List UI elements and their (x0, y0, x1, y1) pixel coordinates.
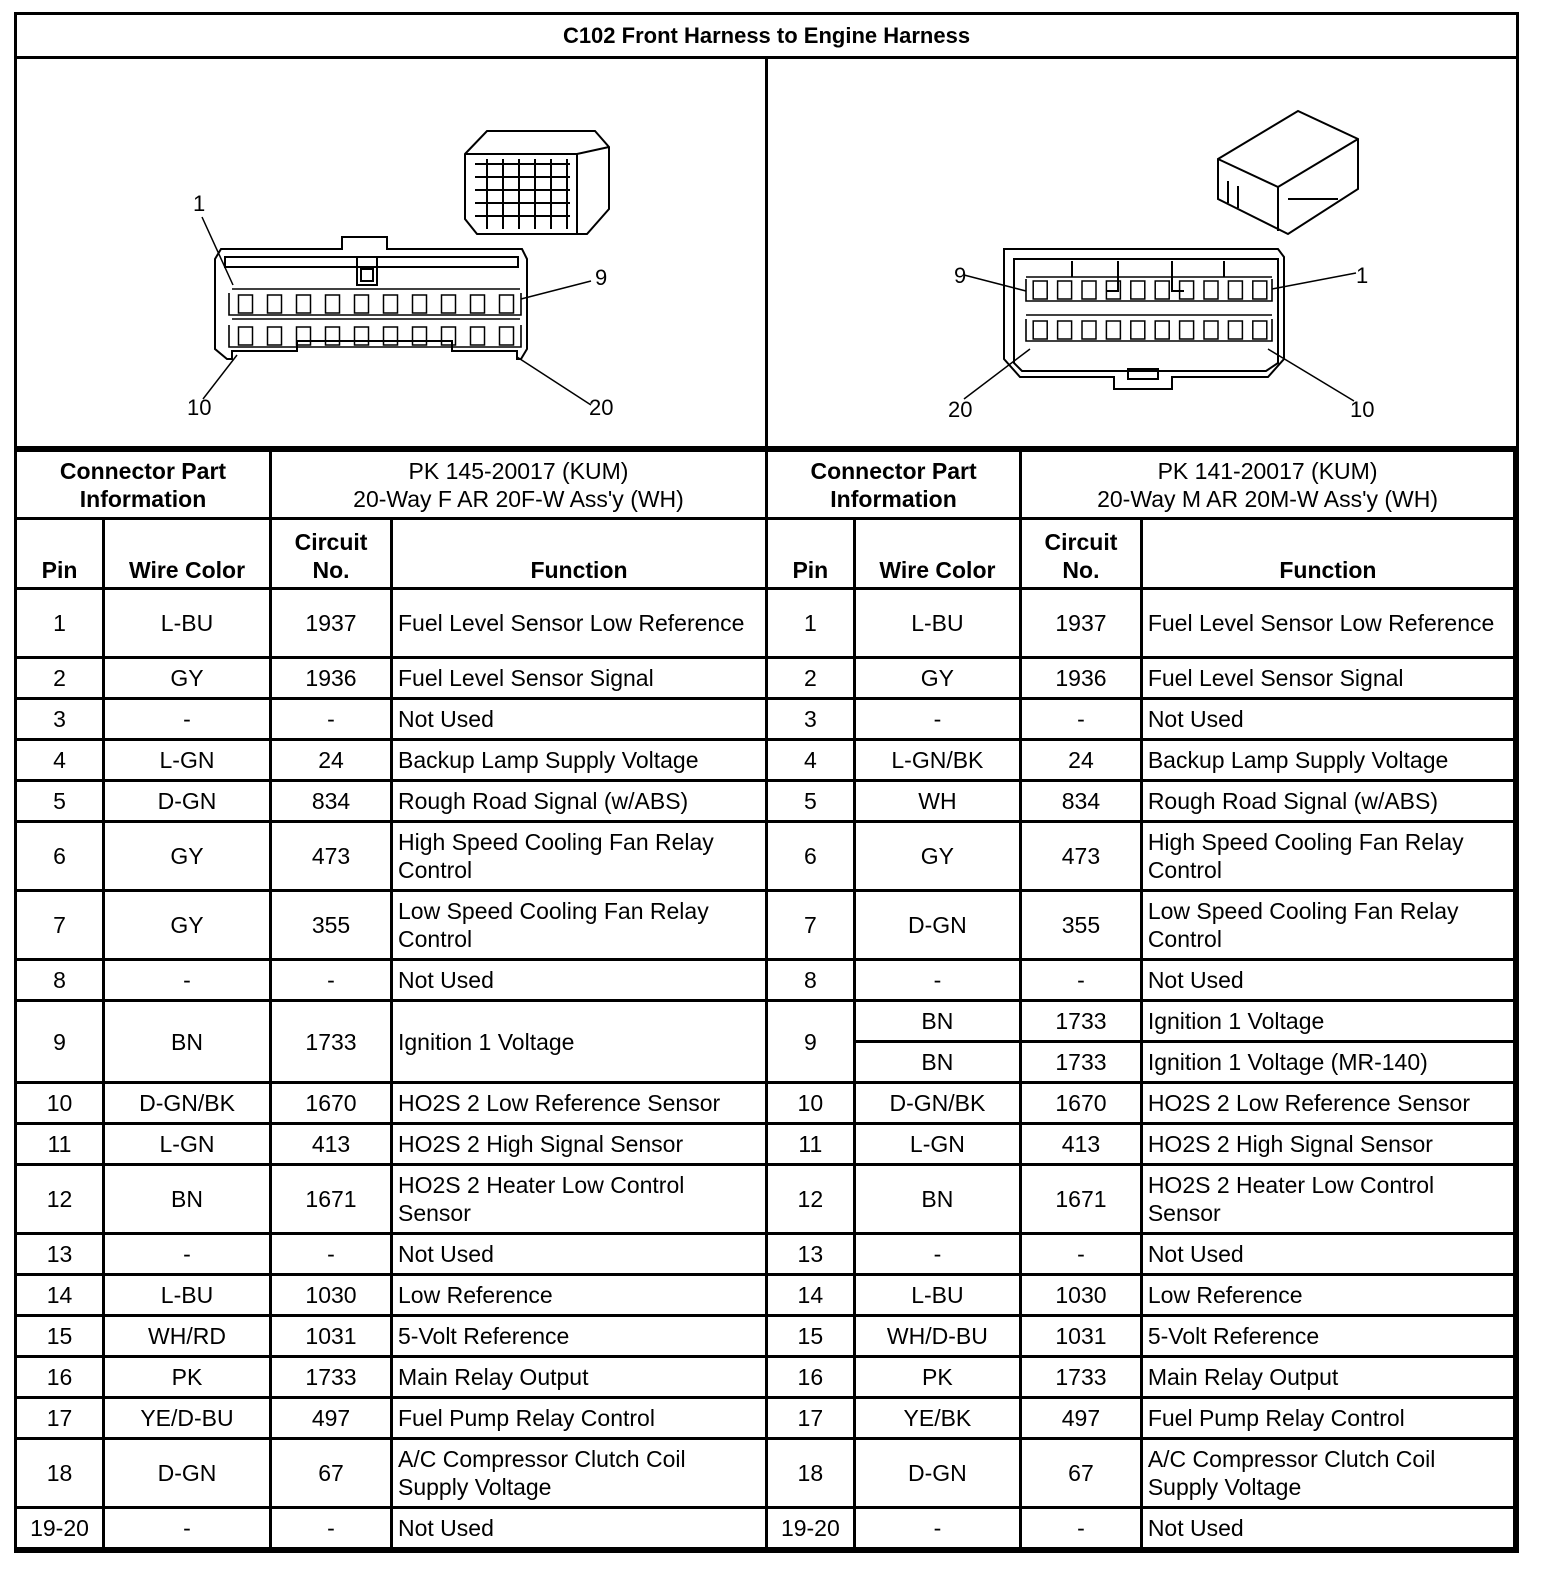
terminal-cavity (1082, 321, 1096, 339)
terminal-cavity (1058, 281, 1072, 299)
function-cell: Not Used (392, 960, 767, 1001)
terminal-cavity (500, 295, 514, 313)
terminal-cavity (297, 295, 311, 313)
left-header-row (16, 519, 767, 589)
right-header-pin: Pin (767, 519, 855, 589)
pin-cell: 10 (16, 1083, 104, 1124)
wire-color-cell: L-GN (854, 1124, 1020, 1165)
terminal-cavity (1082, 281, 1096, 299)
function-cell: Not Used (1141, 960, 1514, 1001)
circuit-cell: 1733 (271, 1001, 392, 1083)
terminal-cavity (268, 295, 282, 313)
function-cell: Rough Road Signal (w/ABS) (392, 781, 767, 822)
function-cell: Backup Lamp Supply Voltage (1141, 740, 1514, 781)
right-header-circuit: Circuit No. (1021, 519, 1142, 589)
function-cell: Low Reference (392, 1275, 767, 1316)
right-connector-info-row (767, 451, 1515, 519)
circuit-cell: 67 (271, 1439, 392, 1508)
pin-cell: 14 (16, 1275, 104, 1316)
function-cell: Rough Road Signal (w/ABS) (1141, 781, 1514, 822)
pin-cell: 6 (767, 822, 855, 891)
circuit-cell: 1670 (1021, 1083, 1142, 1124)
female-connector-face (215, 237, 527, 359)
right-header-wire-color: Wire Color (854, 519, 1020, 589)
function-cell: 5-Volt Reference (1141, 1316, 1514, 1357)
function-cell: Fuel Level Sensor Low Reference (1141, 589, 1514, 658)
wire-color-cell: L-GN (104, 1124, 271, 1165)
wire-color-cell: - (104, 960, 271, 1001)
wire-color-cell: - (854, 960, 1020, 1001)
terminal-cavity (326, 295, 340, 313)
table-row (767, 1439, 1515, 1508)
table-row (16, 1165, 767, 1234)
wire-color-cell: L-BU (854, 589, 1020, 658)
pin-cell: 14 (767, 1275, 855, 1316)
terminal-cavity (1253, 321, 1267, 339)
wire-color-cell: D-GN/BK (854, 1083, 1020, 1124)
wire-color-cell: - (854, 699, 1020, 740)
terminal-cavity (239, 327, 253, 345)
pin-cell: 19-20 (767, 1508, 855, 1549)
function-cell: Low Speed Cooling Fan Relay Control (392, 891, 767, 960)
right-connector-info-label: Connector Part Information (767, 451, 1021, 519)
table-row (767, 1316, 1515, 1357)
function-cell: Ignition 1 Voltage (MR-140) (1141, 1042, 1514, 1083)
wire-color-cell: D-GN (854, 1439, 1020, 1508)
pin-cell: 2 (767, 658, 855, 699)
table-row (16, 1124, 767, 1165)
function-cell: HO2S 2 Heater Low Control Sensor (1141, 1165, 1514, 1234)
circuit-cell: - (271, 960, 392, 1001)
pin-cell: 19-20 (16, 1508, 104, 1549)
table-row (16, 1508, 767, 1549)
function-cell: Fuel Level Sensor Low Reference (392, 589, 767, 658)
wire-color-cell: BN (854, 1042, 1020, 1083)
right-part-number: PK 141-20017 (KUM) (1157, 457, 1378, 484)
table-row (767, 891, 1515, 960)
pin-cell: 5 (767, 781, 855, 822)
terminal-cavity (1106, 321, 1120, 339)
function-cell: Low Speed Cooling Fan Relay Control (1141, 891, 1514, 960)
function-cell: High Speed Cooling Fan Relay Control (1141, 822, 1514, 891)
terminal-cavity (384, 295, 398, 313)
table-row (767, 1042, 1515, 1083)
table-row (767, 822, 1515, 891)
function-cell: Ignition 1 Voltage (1141, 1001, 1514, 1042)
circuit-cell: 497 (271, 1398, 392, 1439)
pin-cell: 4 (767, 740, 855, 781)
function-cell: Not Used (392, 699, 767, 740)
table-row (767, 960, 1515, 1001)
pin-cell: 1 (767, 589, 855, 658)
male-connector-drawing (768, 59, 1516, 447)
table-row (16, 781, 767, 822)
table-row (767, 1083, 1515, 1124)
pin-cell: 3 (767, 699, 855, 740)
pin-cell: 18 (767, 1439, 855, 1508)
circuit-cell: 1936 (271, 658, 392, 699)
left-header-pin: Pin (16, 519, 104, 589)
wire-color-cell: BN (854, 1001, 1020, 1042)
left-connector-info-row (16, 451, 767, 519)
left-pin-label-20: 20 (589, 395, 614, 420)
wire-color-cell: WH/D-BU (854, 1316, 1020, 1357)
wire-color-cell: - (104, 699, 271, 740)
wire-color-cell: YE/D-BU (104, 1398, 271, 1439)
function-cell: Fuel Level Sensor Signal (392, 658, 767, 699)
wire-color-cell: D-GN (854, 891, 1020, 960)
table-row (767, 1357, 1515, 1398)
pin-cell: 15 (16, 1316, 104, 1357)
circuit-cell: 834 (271, 781, 392, 822)
circuit-cell: 1031 (1021, 1316, 1142, 1357)
circuit-cell: - (271, 699, 392, 740)
table-row (16, 1316, 767, 1357)
table-row (16, 1234, 767, 1275)
function-cell: Low Reference (1141, 1275, 1514, 1316)
table-row (16, 1439, 767, 1508)
right-pin-label-1: 1 (1356, 263, 1369, 288)
terminal-cavity (471, 327, 485, 345)
table-row (767, 589, 1515, 658)
terminal-cavity (1033, 321, 1047, 339)
table-row (16, 1357, 767, 1398)
wire-color-cell: D-GN/BK (104, 1083, 271, 1124)
left-connector-info-label: Connector Part Information (16, 451, 271, 519)
wire-color-cell: WH (854, 781, 1020, 822)
terminal-cavity (500, 327, 514, 345)
wire-color-cell: L-GN/BK (854, 740, 1020, 781)
left-header-function: Function (392, 519, 767, 589)
wire-color-cell: WH/RD (104, 1316, 271, 1357)
function-cell: HO2S 2 Low Reference Sensor (1141, 1083, 1514, 1124)
circuit-cell: 834 (1021, 781, 1142, 822)
function-cell: Backup Lamp Supply Voltage (392, 740, 767, 781)
function-cell: Not Used (1141, 1508, 1514, 1549)
terminal-cavity (1131, 281, 1145, 299)
left-header-wire-color: Wire Color (104, 519, 271, 589)
table-row (767, 781, 1515, 822)
terminal-cavity (1180, 321, 1194, 339)
wire-color-cell: GY (104, 822, 271, 891)
male-connector-face (1004, 249, 1284, 389)
pin-cell: 9 (16, 1001, 104, 1083)
circuit-cell: 1936 (1021, 658, 1142, 699)
sheet-title: C102 Front Harness to Engine Harness (17, 15, 1516, 59)
wire-color-cell: BN (104, 1165, 271, 1234)
terminal-cavity (442, 295, 456, 313)
function-cell: HO2S 2 Heater Low Control Sensor (392, 1165, 767, 1234)
pin-cell: 5 (16, 781, 104, 822)
table-row (767, 1001, 1515, 1042)
table-row (767, 699, 1515, 740)
table-row (767, 740, 1515, 781)
right-pin-label-20: 20 (948, 397, 973, 422)
pin-cell: 1 (16, 589, 104, 658)
function-cell: A/C Compressor Clutch Coil Supply Voltage (1141, 1439, 1514, 1508)
circuit-cell: 1670 (271, 1083, 392, 1124)
pin-cell: 10 (767, 1083, 855, 1124)
right-pin-label-10: 10 (1350, 397, 1375, 422)
wire-color-cell: BN (104, 1001, 271, 1083)
function-cell: Main Relay Output (392, 1357, 767, 1398)
circuit-cell: 413 (1021, 1124, 1142, 1165)
male-connector-3d-icon (1218, 111, 1358, 234)
pin-cell: 17 (16, 1398, 104, 1439)
circuit-cell: 1937 (1021, 589, 1142, 658)
function-cell: Main Relay Output (1141, 1357, 1514, 1398)
left-pin-label-10: 10 (187, 395, 212, 420)
wire-color-cell: L-BU (104, 1275, 271, 1316)
connector-figures (17, 59, 1516, 449)
circuit-cell: - (1021, 699, 1142, 740)
pin-cell: 7 (16, 891, 104, 960)
wire-color-cell: GY (104, 658, 271, 699)
function-cell: A/C Compressor Clutch Coil Supply Voltage (392, 1439, 767, 1508)
left-connector-figure (17, 59, 768, 446)
terminal-cavity (1204, 281, 1218, 299)
pin-cell: 13 (767, 1234, 855, 1275)
left-pin-label-9: 9 (595, 265, 608, 290)
pin-cell: 9 (767, 1001, 855, 1083)
terminal-cavity (268, 327, 282, 345)
left-part-description: 20-Way F AR 20F-W Ass'y (WH) (353, 485, 684, 512)
circuit-cell: - (1021, 960, 1142, 1001)
table-row (16, 658, 767, 699)
terminal-cavities (239, 295, 514, 345)
circuit-cell: 1031 (271, 1316, 392, 1357)
circuit-cell: - (271, 1234, 392, 1275)
function-cell: Fuel Pump Relay Control (1141, 1398, 1514, 1439)
circuit-cell: - (271, 1508, 392, 1549)
circuit-cell: 1030 (271, 1275, 392, 1316)
terminal-cavity (355, 295, 369, 313)
circuit-cell: 497 (1021, 1398, 1142, 1439)
pin-cell: 13 (16, 1234, 104, 1275)
pin-cell: 16 (16, 1357, 104, 1398)
right-part-info (1021, 451, 1515, 519)
pin-cell: 8 (767, 960, 855, 1001)
circuit-cell: 1733 (271, 1357, 392, 1398)
pin-cell: 3 (16, 699, 104, 740)
wire-color-cell: L-BU (854, 1275, 1020, 1316)
table-row (767, 1165, 1515, 1234)
circuit-cell: 24 (271, 740, 392, 781)
table-row (16, 1398, 767, 1439)
female-connector-3d-icon (465, 131, 609, 234)
wire-color-cell: D-GN (104, 1439, 271, 1508)
circuit-cell: 24 (1021, 740, 1142, 781)
pin-cell: 12 (767, 1165, 855, 1234)
pin-cell: 8 (16, 960, 104, 1001)
terminal-cavity (1058, 321, 1072, 339)
terminal-cavity (297, 327, 311, 345)
wire-color-cell: D-GN (104, 781, 271, 822)
right-header-row (767, 519, 1515, 589)
table-row (767, 1124, 1515, 1165)
left-header-circuit: Circuit No. (271, 519, 392, 589)
terminal-cavity (1155, 321, 1169, 339)
function-cell: Ignition 1 Voltage (392, 1001, 767, 1083)
pin-cell: 12 (16, 1165, 104, 1234)
right-part-description: 20-Way M AR 20M-W Ass'y (WH) (1097, 485, 1438, 512)
terminal-cavity (326, 327, 340, 345)
left-part-info (271, 451, 767, 519)
pin-cell: 4 (16, 740, 104, 781)
circuit-cell: 1030 (1021, 1275, 1142, 1316)
terminal-cavity (1253, 281, 1267, 299)
wire-color-cell: GY (854, 658, 1020, 699)
connector-sheet (14, 12, 1519, 1553)
function-cell: Not Used (392, 1234, 767, 1275)
pin-cell: 17 (767, 1398, 855, 1439)
table-row (16, 891, 767, 960)
terminal-cavity (384, 327, 398, 345)
terminal-cavity (1228, 281, 1242, 299)
right-header-function: Function (1141, 519, 1514, 589)
table-row (16, 1083, 767, 1124)
circuit-cell: 1937 (271, 589, 392, 658)
table-row (767, 658, 1515, 699)
circuit-cell: 413 (271, 1124, 392, 1165)
wire-color-cell: BN (854, 1165, 1020, 1234)
table-row (767, 1234, 1515, 1275)
pin-cell: 11 (16, 1124, 104, 1165)
table-row (16, 960, 767, 1001)
terminal-cavity (1155, 281, 1169, 299)
wire-color-cell: - (104, 1234, 271, 1275)
circuit-cell: 1733 (1021, 1042, 1142, 1083)
table-row (16, 1275, 767, 1316)
function-cell: 5-Volt Reference (392, 1316, 767, 1357)
left-pinout-table (14, 449, 768, 1550)
circuit-cell: 1733 (1021, 1357, 1142, 1398)
left-pin-label-1: 1 (193, 191, 206, 216)
terminal-cavity (413, 295, 427, 313)
terminal-cavity (471, 295, 485, 313)
terminal-cavity (442, 327, 456, 345)
function-cell: HO2S 2 High Signal Sensor (392, 1124, 767, 1165)
pin-cell: 7 (767, 891, 855, 960)
function-cell: Not Used (1141, 699, 1514, 740)
circuit-cell: 473 (271, 822, 392, 891)
wire-color-cell: PK (104, 1357, 271, 1398)
female-connector-drawing (17, 59, 765, 447)
table-row (16, 699, 767, 740)
pin-cell: 6 (16, 822, 104, 891)
function-cell: HO2S 2 Low Reference Sensor (392, 1083, 767, 1124)
pin-cell: 16 (767, 1357, 855, 1398)
terminal-cavity (239, 295, 253, 313)
wire-color-cell: - (854, 1234, 1020, 1275)
right-connector-figure (768, 59, 1516, 446)
wire-color-cell: GY (104, 891, 271, 960)
wire-color-cell: L-GN (104, 740, 271, 781)
wire-color-cell: L-BU (104, 589, 271, 658)
wire-color-cell: PK (854, 1357, 1020, 1398)
circuit-cell: 473 (1021, 822, 1142, 891)
function-cell: High Speed Cooling Fan Relay Control (392, 822, 767, 891)
function-cell: Fuel Level Sensor Signal (1141, 658, 1514, 699)
table-row (16, 822, 767, 891)
terminal-cavity (413, 327, 427, 345)
circuit-cell: 355 (1021, 891, 1142, 960)
function-cell: Not Used (1141, 1234, 1514, 1275)
wire-color-cell: YE/BK (854, 1398, 1020, 1439)
table-row (16, 1001, 767, 1083)
pin-cell: 15 (767, 1316, 855, 1357)
circuit-cell: 67 (1021, 1439, 1142, 1508)
terminal-cavity (1204, 321, 1218, 339)
table-row (16, 740, 767, 781)
pin-cell: 11 (767, 1124, 855, 1165)
circuit-cell: 1671 (1021, 1165, 1142, 1234)
terminal-cavities (1033, 281, 1267, 339)
right-pin-label-9: 9 (954, 263, 967, 288)
wire-color-cell: - (104, 1508, 271, 1549)
table-row (16, 589, 767, 658)
function-cell: Fuel Pump Relay Control (392, 1398, 767, 1439)
left-part-number: PK 145-20017 (KUM) (408, 457, 629, 484)
pin-cell: 18 (16, 1439, 104, 1508)
wire-color-cell: - (854, 1508, 1020, 1549)
wire-color-cell: GY (854, 822, 1020, 891)
function-cell: Not Used (392, 1508, 767, 1549)
circuit-cell: 1671 (271, 1165, 392, 1234)
right-pinout-table (765, 449, 1516, 1550)
terminal-cavity (1131, 321, 1145, 339)
table-row (767, 1508, 1515, 1549)
function-cell: HO2S 2 High Signal Sensor (1141, 1124, 1514, 1165)
circuit-cell: - (1021, 1234, 1142, 1275)
circuit-cell: 1733 (1021, 1001, 1142, 1042)
table-row (767, 1398, 1515, 1439)
terminal-cavity (1033, 281, 1047, 299)
circuit-cell: 355 (271, 891, 392, 960)
pin-cell: 2 (16, 658, 104, 699)
circuit-cell: - (1021, 1508, 1142, 1549)
terminal-cavity (1228, 321, 1242, 339)
table-row (767, 1275, 1515, 1316)
terminal-cavity (355, 327, 369, 345)
